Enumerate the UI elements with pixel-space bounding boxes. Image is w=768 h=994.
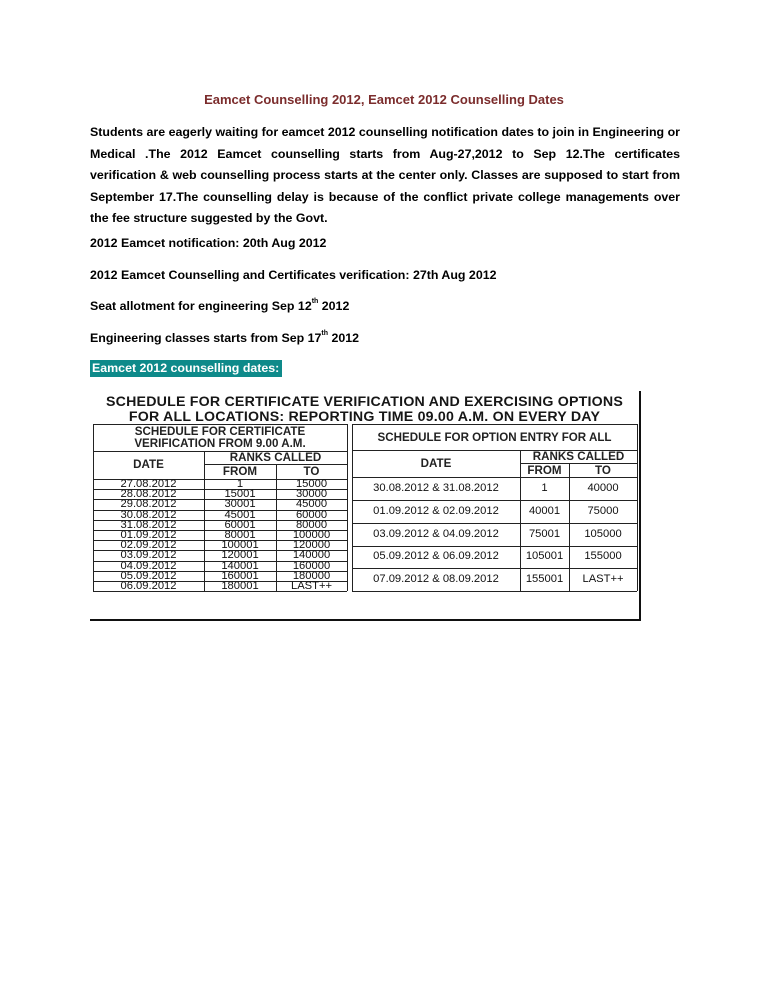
right-row-from: 75001 xyxy=(528,527,561,540)
left-row-from: 180001 xyxy=(221,580,259,592)
fact-classes-start xyxy=(90,331,359,345)
left-row-to: 160000 xyxy=(292,559,331,572)
left-row-from: 15001 xyxy=(224,488,256,501)
left-col-ranks-header: RANKS CALLED xyxy=(229,451,322,464)
right-row-to: 40000 xyxy=(587,481,619,494)
intro-paragraph: Students are eagerly waiting for eamcet 2012 counselling notification dates to join in Engineering or Medical .The 2012 Eamcet counselling starts from Aug-27,2012 to Sep 12.The certificates verification & web counselling process starts at the center only. Classes are supposed to start from September 17.The counselling delay is because of the conflict private college managements over the fee structure suggested by the Govt. xyxy=(90,125,680,226)
left-row-from: 30001 xyxy=(224,498,256,511)
right-table-edge xyxy=(637,424,638,591)
fact-text: Engineering classes starts from Sep 17 xyxy=(90,331,322,345)
left-row-to: 80000 xyxy=(295,518,328,531)
left-row-date: 04.09.2012 xyxy=(120,559,177,572)
right-row-date: 05.09.2012 & 06.09.2012 xyxy=(373,550,499,563)
right-col-to-header: TO xyxy=(595,464,611,477)
right-row-to: 155000 xyxy=(584,550,622,563)
right-table-bottom-rule xyxy=(352,591,637,592)
left-row-to: 140000 xyxy=(292,549,331,562)
document-title: Eamcet Counselling 2012, Eamcet 2012 Counselling Dates xyxy=(204,92,564,107)
left-row-to: 120000 xyxy=(292,539,331,552)
right-row-to: LAST++ xyxy=(582,573,624,586)
right-row-date: 03.09.2012 & 04.09.2012 xyxy=(373,527,499,540)
left-row-date: 03.09.2012 xyxy=(120,549,177,562)
right-row-rule xyxy=(352,523,637,524)
left-row-date: 30.08.2012 xyxy=(120,508,177,521)
fact-year: 2012 xyxy=(328,331,360,345)
left-table-edge xyxy=(347,424,348,591)
right-row-rule xyxy=(352,568,637,569)
fact-superscript: th xyxy=(321,329,328,337)
left-row-from: 120001 xyxy=(221,549,259,562)
left-row-to: LAST++ xyxy=(290,580,333,592)
left-row-to: 100000 xyxy=(292,529,331,541)
right-title: SCHEDULE FOR OPTION ENTRY FOR ALL xyxy=(377,431,612,444)
right-row-date: 30.08.2012 & 31.08.2012 xyxy=(373,481,499,494)
right-row-from: 155001 xyxy=(525,573,564,586)
right-row-date: 01.09.2012 & 02.09.2012 xyxy=(373,504,499,517)
left-row-from: 100001 xyxy=(221,539,259,552)
left-row-from: 80001 xyxy=(224,529,256,541)
left-row-from: 45001 xyxy=(224,508,256,521)
left-row-to: 60000 xyxy=(295,508,328,521)
left-col-to-header: TO xyxy=(303,465,320,478)
right-col-ranks-header: RANKS CALLED xyxy=(532,450,625,463)
left-row-from: 60001 xyxy=(224,518,256,531)
highlighted-heading: Eamcet 2012 counselling dates: xyxy=(90,360,282,377)
left-col-date-header: DATE xyxy=(133,458,164,471)
left-row-date: 01.09.2012 xyxy=(120,529,177,541)
fact-text: 2012 Eamcet notification: 20th Aug 2012 xyxy=(90,236,327,250)
right-row-to: 75000 xyxy=(587,504,619,517)
right-row-from: 40001 xyxy=(528,504,561,517)
fact-counselling-verification xyxy=(90,268,497,282)
left-row-to: 180000 xyxy=(292,569,331,582)
right-header-bottom-rule xyxy=(352,477,637,478)
left-row-date: 05.09.2012 xyxy=(120,569,177,582)
left-row-date: 31.08.2012 xyxy=(120,518,177,531)
right-row-rule xyxy=(352,546,637,547)
right-table-top-rule xyxy=(352,424,637,425)
left-row-to: 15000 xyxy=(295,478,328,490)
left-row-to: 45000 xyxy=(295,498,328,511)
left-row-to: 30000 xyxy=(295,488,328,501)
left-row-from: 160001 xyxy=(221,569,259,582)
left-row-from: 140001 xyxy=(221,559,259,572)
right-row-from: 1 xyxy=(541,481,548,494)
fact-text: 2012 Eamcet Counselling and Certificates verification: 27th Aug 2012 xyxy=(90,268,497,282)
right-row-rule xyxy=(352,500,637,501)
fact-year: 2012 xyxy=(318,299,350,313)
right-col-from-header: FROM xyxy=(527,464,562,477)
counselling-schedule-table xyxy=(90,391,641,621)
right-row-from: 105001 xyxy=(525,550,564,563)
left-title-line-2: VERIFICATION FROM 9.00 A.M. xyxy=(134,437,306,450)
left-row-from: 1 xyxy=(236,478,244,490)
fact-seat-allotment xyxy=(90,299,349,313)
left-row-date: 28.08.2012 xyxy=(120,488,177,501)
left-row-date: 06.09.2012 xyxy=(120,580,177,592)
right-row-date: 07.09.2012 & 08.09.2012 xyxy=(373,573,499,586)
right-row-to: 105000 xyxy=(584,527,622,540)
fact-notification xyxy=(90,236,326,250)
left-row-date: 29.08.2012 xyxy=(120,498,177,511)
left-row-date: 27.08.2012 xyxy=(120,478,177,490)
schedule-heading-line-1: SCHEDULE FOR CERTIFICATE VERIFICATION AND EXERCISING OPTIONS xyxy=(106,394,623,410)
left-title-line-1: SCHEDULE FOR CERTIFICATE xyxy=(134,425,306,438)
right-col-date-header: DATE xyxy=(420,457,452,470)
fact-text: Seat allotment for engineering Sep 12 xyxy=(90,299,312,313)
schedule-heading-line-2: FOR ALL LOCATIONS: REPORTING TIME 09.00 A.M. ON EVERY DAY xyxy=(128,409,601,425)
left-row-date: 02.09.2012 xyxy=(120,539,177,552)
fact-superscript: th xyxy=(311,297,319,305)
left-col-from-header: FROM xyxy=(222,465,258,478)
schedule-heading xyxy=(90,391,639,425)
